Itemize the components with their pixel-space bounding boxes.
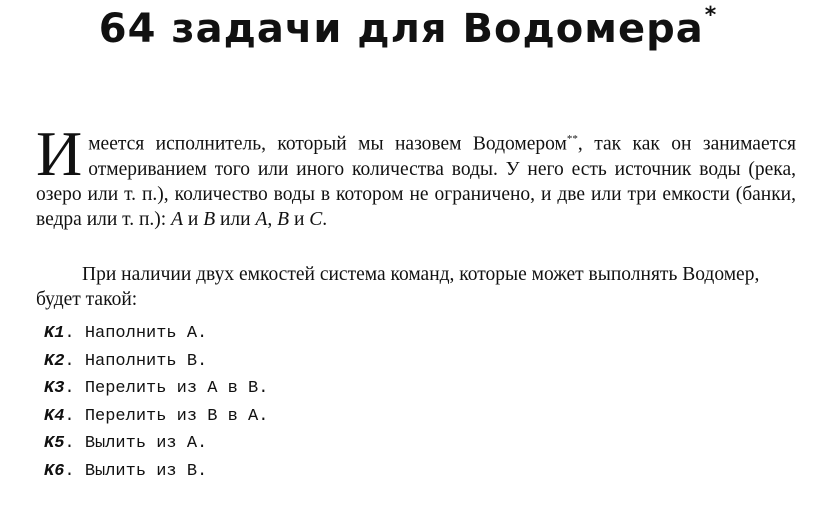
var-a: A xyxy=(171,208,183,230)
command-system-paragraph: При наличии двух емкостей система команд, которые может выполнять Водомер, будет такой: xyxy=(36,264,760,310)
intro-paragraph xyxy=(36,118,796,232)
command-code: K2 xyxy=(44,351,65,371)
command-text: Наполнить A. xyxy=(84,324,208,343)
command-code: K6 xyxy=(44,461,65,481)
command-item: K4. Перелить из B в A. xyxy=(44,406,269,426)
command-text: Вылить из B. xyxy=(84,461,208,481)
period: . xyxy=(322,208,328,230)
and-text-second: и xyxy=(289,208,310,230)
var-a-second: A xyxy=(255,208,268,230)
footnote-mark: ** xyxy=(566,133,578,145)
and-text: и xyxy=(183,208,204,230)
title-text: 64 задачи для Водомера xyxy=(98,6,704,52)
command-text: Перелить из B в A. xyxy=(84,406,269,426)
command-text: Наполнить B. xyxy=(84,351,208,371)
var-b-second: B xyxy=(277,208,290,230)
command-code: K4 xyxy=(44,406,65,426)
var-b: B xyxy=(203,208,216,230)
intro-body: , так как он занимается отмериванием того или иного количества воды. У него есть источник воды (река, озеро или т. п.), количество воды в котором не ограничено, и две или три емкости (банки, ведра или т. п.): xyxy=(36,133,796,230)
command-code: K3 xyxy=(44,379,65,398)
command-item: K5. Вылить из A. xyxy=(44,434,208,453)
command-item: K1. Наполнить A. xyxy=(44,324,208,343)
or-text: или xyxy=(215,208,256,230)
var-c: C xyxy=(309,208,323,230)
title-footnote-mark: * xyxy=(704,2,718,28)
comma-text: , xyxy=(267,208,278,230)
drop-cap: И xyxy=(36,118,83,189)
command-item: K2. Наполнить B. xyxy=(44,351,208,371)
page-title xyxy=(0,2,816,52)
command-code: K5 xyxy=(44,434,65,453)
command-item: K3. Перелить из A в B. xyxy=(44,379,269,398)
command-text: Перелить из A в B. xyxy=(84,379,269,398)
command-item: K6. Вылить из B. xyxy=(44,461,208,481)
intro-start: меется исполнитель, который мы назовем Водомером xyxy=(88,133,567,155)
command-list xyxy=(44,320,268,485)
command-text: Вылить из A. xyxy=(84,434,208,453)
command-code: K1 xyxy=(44,324,65,343)
